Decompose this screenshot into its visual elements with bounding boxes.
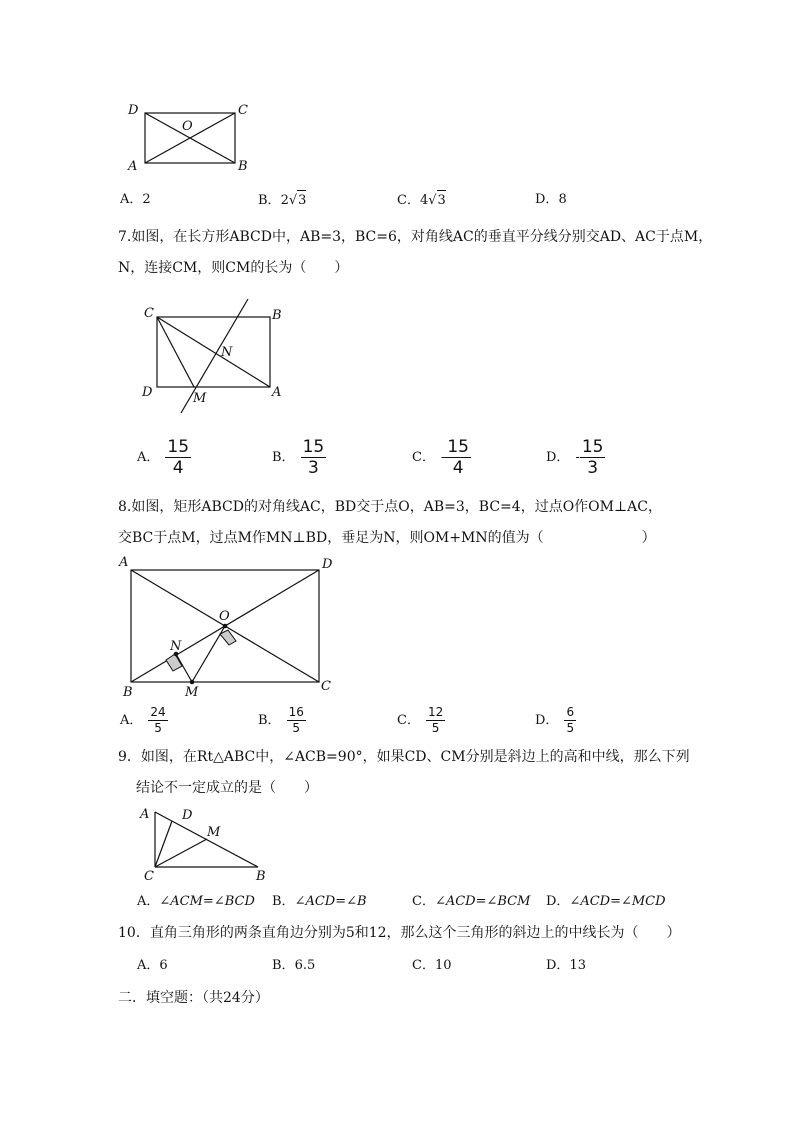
q9-label-a: A xyxy=(140,807,150,822)
q9-option-c: C．∠ACD=∠BCM xyxy=(412,894,531,909)
q7-stem-line1: 7.如图，在长方形ABCD中，AB=3，BC=6，对角线AC的垂直平分线分别交AD、AC于点M， xyxy=(118,229,713,245)
q8-figure xyxy=(112,550,342,698)
q6-option-c: C． 4 √ 3 xyxy=(397,190,446,211)
q7-option-a: A． $\frac{15}{4}$ xyxy=(137,437,190,478)
q8-label-n: N xyxy=(170,639,182,654)
q8-label-c: C xyxy=(321,679,331,694)
q9-label-b: B xyxy=(256,869,266,884)
q7-label-a: A xyxy=(272,385,282,400)
q10-option-d: D．13 xyxy=(546,958,586,973)
q7-option-c: C． - $\frac{15}{4}$ xyxy=(412,437,469,478)
q6-label-d: D xyxy=(128,103,139,118)
q6-option-d: D． 8 xyxy=(535,192,567,207)
q8-label-a: A xyxy=(119,555,129,570)
q9-label-d: D xyxy=(182,808,193,823)
q7-figure xyxy=(135,298,295,416)
q6-figure xyxy=(120,95,260,180)
q9-stem-line2: 结论不一定成立的是（ ） xyxy=(136,780,318,796)
q9-option-d: D．∠ACD=∠MCD xyxy=(546,894,666,909)
q9-option-b: B．∠ACD=∠B xyxy=(272,894,367,909)
q8-label-b: B xyxy=(123,685,133,698)
q6-label-o: O xyxy=(182,119,193,134)
q7-label-n: N xyxy=(221,345,233,360)
q10-option-b: B．6.5 xyxy=(272,958,316,973)
q6-label-a: A xyxy=(128,159,138,174)
q8-label-d: D xyxy=(322,557,333,572)
q7-option-b: B． $\frac{15}{3}$ xyxy=(272,437,325,478)
q6-label-c: C xyxy=(238,103,248,118)
q8-label-m: M xyxy=(185,685,199,698)
q7-label-d: D xyxy=(142,385,153,400)
q9-label-c: C xyxy=(144,869,154,884)
q8-option-c: C． $\frac{12}{5}$ xyxy=(397,705,444,735)
q8-option-a: A． $\frac{24}{5}$ xyxy=(120,705,166,735)
q7-option-d: D． - $\frac{15}{3}$ xyxy=(546,437,604,478)
q6-option-a: A． 2 xyxy=(120,192,151,207)
q8-stem-line2: 交BC于点M，过点M作MN⊥BD，垂足为N，则OM+MN的值为（ ） xyxy=(118,530,656,546)
q8-option-d: D． $\frac{6}{5}$ xyxy=(535,705,575,735)
q6-option-b: B． 2 √ 3 xyxy=(258,190,306,211)
q6-label-b: B xyxy=(238,159,248,174)
q10-option-a: A．6 xyxy=(137,958,168,973)
q10-option-c: C．10 xyxy=(412,958,452,973)
q9-stem-line1: 9．如图，在Rt△ABC中，∠ACB=90°，如果CD、CM分别是斜边上的高和中线，那么下列 xyxy=(118,749,690,765)
section-title-fill-in: 二．填空题：（共24分） xyxy=(118,990,269,1006)
q8-label-o: O xyxy=(219,609,230,624)
q9-option-a: A．∠ACM=∠BCD xyxy=(137,894,255,909)
q7-label-m: M xyxy=(193,391,207,406)
q9-label-m: M xyxy=(207,825,221,840)
q9-figure xyxy=(132,800,272,885)
q7-stem-line2: N，连接CM，则CM的长为（ ） xyxy=(118,260,349,276)
q7-label-b: B xyxy=(272,308,282,323)
q8-stem-line1: 8.如图，矩形ABCD的对角线AC，BD交于点O，AB=3，BC=4，过点O作OM⊥AC， xyxy=(118,499,662,515)
q8-option-b: B． $\frac{16}{5}$ xyxy=(258,705,304,735)
q7-label-c: C xyxy=(144,306,154,321)
q10-stem: 10．直角三角形的两条直角边分别为5和12，那么这个三角形的斜边上的中线长为（ ） xyxy=(118,925,681,941)
